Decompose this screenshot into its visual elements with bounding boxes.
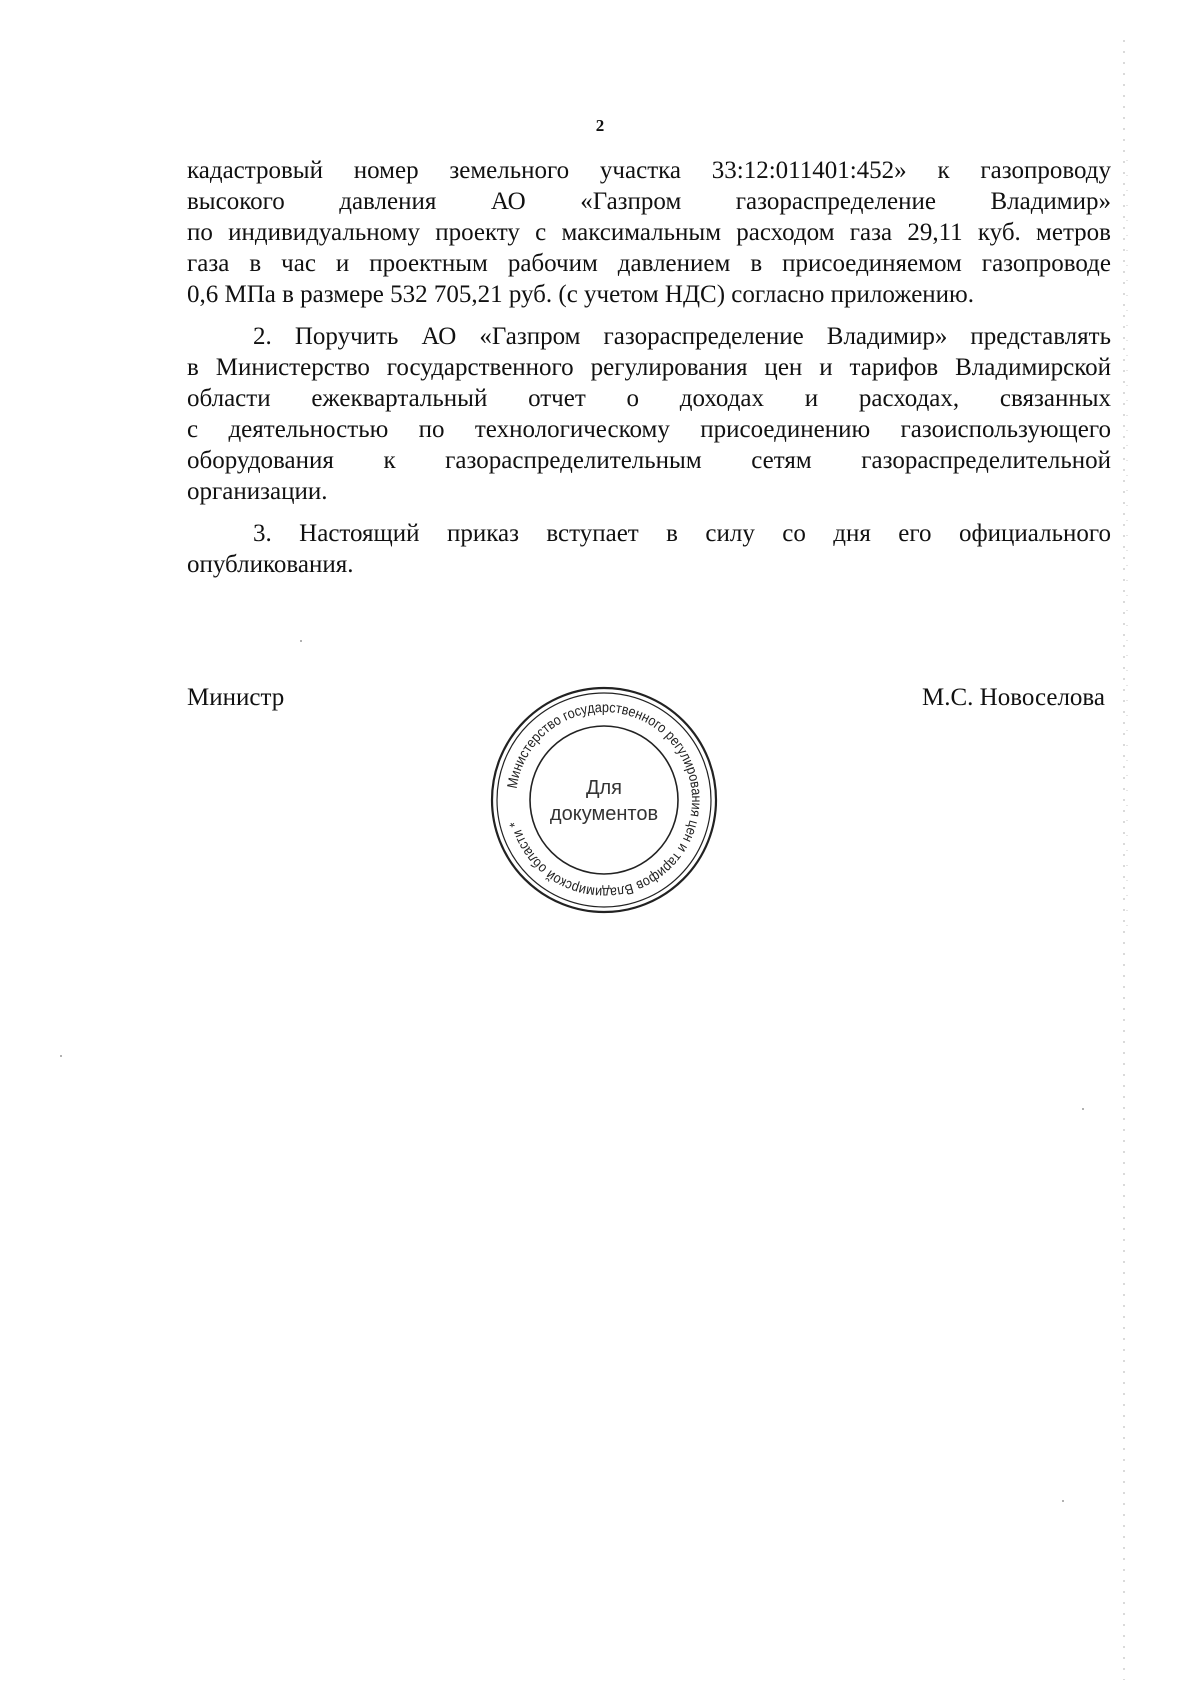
text-line: опубликования. [187,551,354,578]
text-line: с деятельностью по технологическому присоединению газоиспользующего [187,416,1111,443]
scan-speck [300,640,302,642]
text-line: по индивидуальному проекту с максимальным расходом газа 29,11 куб. метров [187,219,1111,246]
scan-speck [1082,1108,1084,1110]
text-line: организации. [187,478,328,505]
seal-outer-ring-inner [497,693,711,907]
official-seal [488,684,720,916]
seal-outer-ring [492,688,716,912]
text-line: 3. Настоящий приказ вступает в силу со дня его официального [253,520,1111,547]
seal-center-line-1: Для [585,777,623,799]
text-line: газа в час и проектным рабочим давлением в присоединяемом газопроводе [187,250,1111,277]
text-line: высокого давления АО «Газпром газораспределение Владимир» [187,188,1111,215]
seal-inner-ring [530,726,678,874]
paragraph-2 [187,321,1111,507]
text-line: в Министерство государственного регулирования цен и тарифов Владимирской [187,354,1111,381]
text-line: области ежеквартальный отчет о доходах и расходах, связанных [187,385,1111,412]
text-line: оборудования к газораспределительным сетям газораспределительной [187,447,1111,474]
seal-ring-text: Министерство государственного регулирования цен и тарифов Владимирской области * [504,699,705,901]
signatory-title: Министр [187,684,285,711]
seal-center-line-2: документов [549,803,659,825]
scan-speck [1062,1500,1064,1502]
scan-edge-artifact [1118,40,1130,1680]
text-line: 0,6 МПа в размере 532 705,21 руб. (с учетом НДС) согласно приложению. [187,281,974,308]
signatory-name: М.С. Новоселова [921,684,1105,711]
document-body [187,155,1111,591]
paragraph-1 [187,155,1111,310]
text-line: 2. Поручить АО «Газпром газораспределение Владимир» представлять [253,323,1111,350]
page-number: 2 [595,116,605,135]
scan-speck [60,1055,62,1057]
text-line: кадастровый номер земельного участка 33:12:011401:452» к газопроводу [187,157,1111,184]
paragraph-3 [187,518,1111,580]
